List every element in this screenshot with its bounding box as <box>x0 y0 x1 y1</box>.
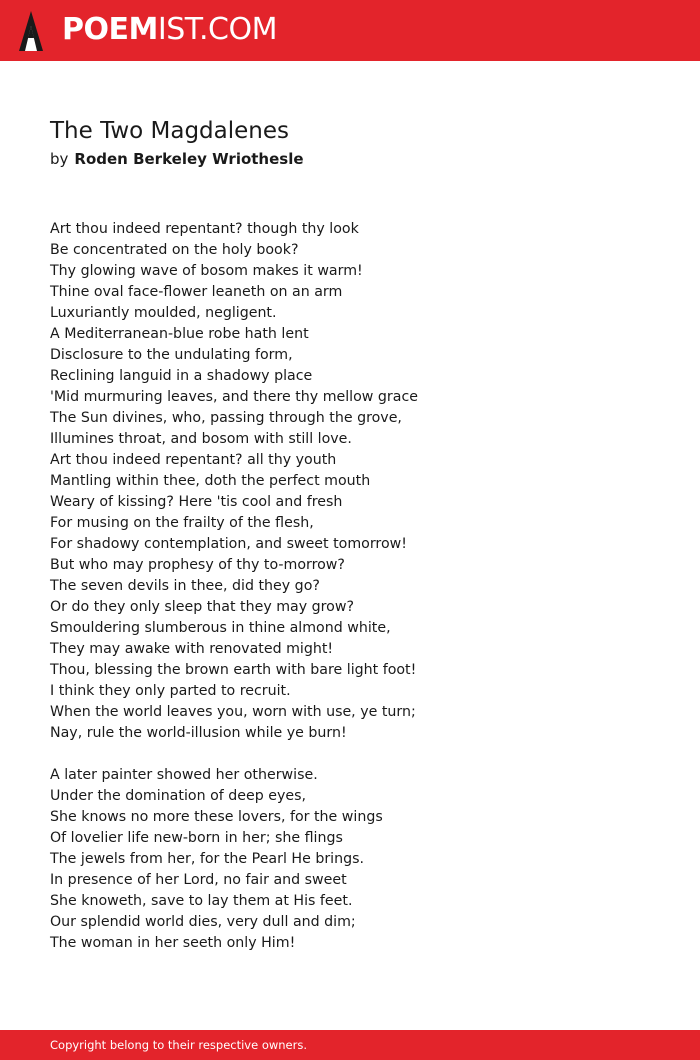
poem-line: Reclining languid in a shadowy place <box>50 368 313 384</box>
poem-line: Our splendid world dies, very dull and dim; <box>50 914 356 930</box>
poem-line: She knoweth, save to lay them at His feet. <box>50 893 353 909</box>
poem-title: The Two Magdalenes <box>50 118 290 144</box>
poem-line: Thine oval face-flower leaneth on an arm <box>50 284 343 300</box>
poem-line: Luxuriantly moulded, negligent. <box>50 305 277 321</box>
poem-line: For shadowy contemplation, and sweet tomorrow! <box>50 536 407 552</box>
poem-line: Weary of kissing? Here 'tis cool and fresh <box>50 494 343 510</box>
poem-line: Art thou indeed repentant? though thy look <box>50 221 359 237</box>
author-name: Roden Berkeley Wriothesle <box>74 150 304 168</box>
site-logo[interactable] <box>62 12 277 48</box>
poem-line: A later painter showed her otherwise. <box>50 767 318 783</box>
poem-line: Under the domination of deep eyes, <box>50 788 306 804</box>
poem-line: Disclosure to the undulating form, <box>50 347 293 363</box>
poem-line: A Mediterranean-blue robe hath lent <box>50 326 309 342</box>
poem-line: Art thou indeed repentant? all thy youth <box>50 452 337 468</box>
poem-line: Nay, rule the world-illusion while ye burn! <box>50 725 347 741</box>
poem-line: She knows no more these lovers, for the wings <box>50 809 383 825</box>
poem-line: When the world leaves you, worn with use, ye turn; <box>50 704 416 720</box>
poem-line: Thou, blessing the brown earth with bare light foot! <box>50 662 417 678</box>
poem-line: 'Mid murmuring leaves, and there thy mellow grace <box>50 389 418 405</box>
poem-line: In presence of her Lord, no fair and sweet <box>50 872 347 888</box>
poem-line: Thy glowing wave of bosom makes it warm! <box>50 263 363 279</box>
poem-line: Illumines throat, and bosom with still love. <box>50 431 352 447</box>
pencil-tip-icon[interactable] <box>18 10 44 52</box>
by-label: by <box>50 150 69 168</box>
poem-line: Smouldering slumberous in thine almond white, <box>50 620 391 636</box>
poem-line: The woman in her seeth only Him! <box>50 935 296 951</box>
poem-line: The seven devils in thee, did they go? <box>50 578 320 594</box>
poem-line: They may awake with renovated might! <box>50 641 334 657</box>
poem-line: I think they only parted to recruit. <box>50 683 291 699</box>
site-header <box>0 0 700 61</box>
poem-line: Be concentrated on the holy book? <box>50 242 299 258</box>
poem-line: For musing on the frailty of the flesh, <box>50 515 314 531</box>
poem-line: Or do they only sleep that they may grow? <box>50 599 354 615</box>
poem-line: Mantling within thee, doth the perfect mouth <box>50 473 371 489</box>
logo-wordmark-light: IST.COM <box>157 12 277 47</box>
byline <box>50 148 304 170</box>
poem-body <box>50 219 670 954</box>
stanza <box>50 219 670 744</box>
poem-line: The jewels from her, for the Pearl He brings. <box>50 851 364 867</box>
poem-line: Of lovelier life new-born in her; she flings <box>50 830 343 846</box>
poem-line: But who may prophesy of thy to-morrow? <box>50 557 345 573</box>
poem-line: The Sun divines, who, passing through the grove, <box>50 410 402 426</box>
stanza <box>50 765 670 954</box>
copyright-notice: Copyright belong to their respective owners. <box>50 1038 308 1052</box>
logo-wordmark-bold: POEM <box>62 12 158 47</box>
site-footer <box>0 1030 700 1060</box>
